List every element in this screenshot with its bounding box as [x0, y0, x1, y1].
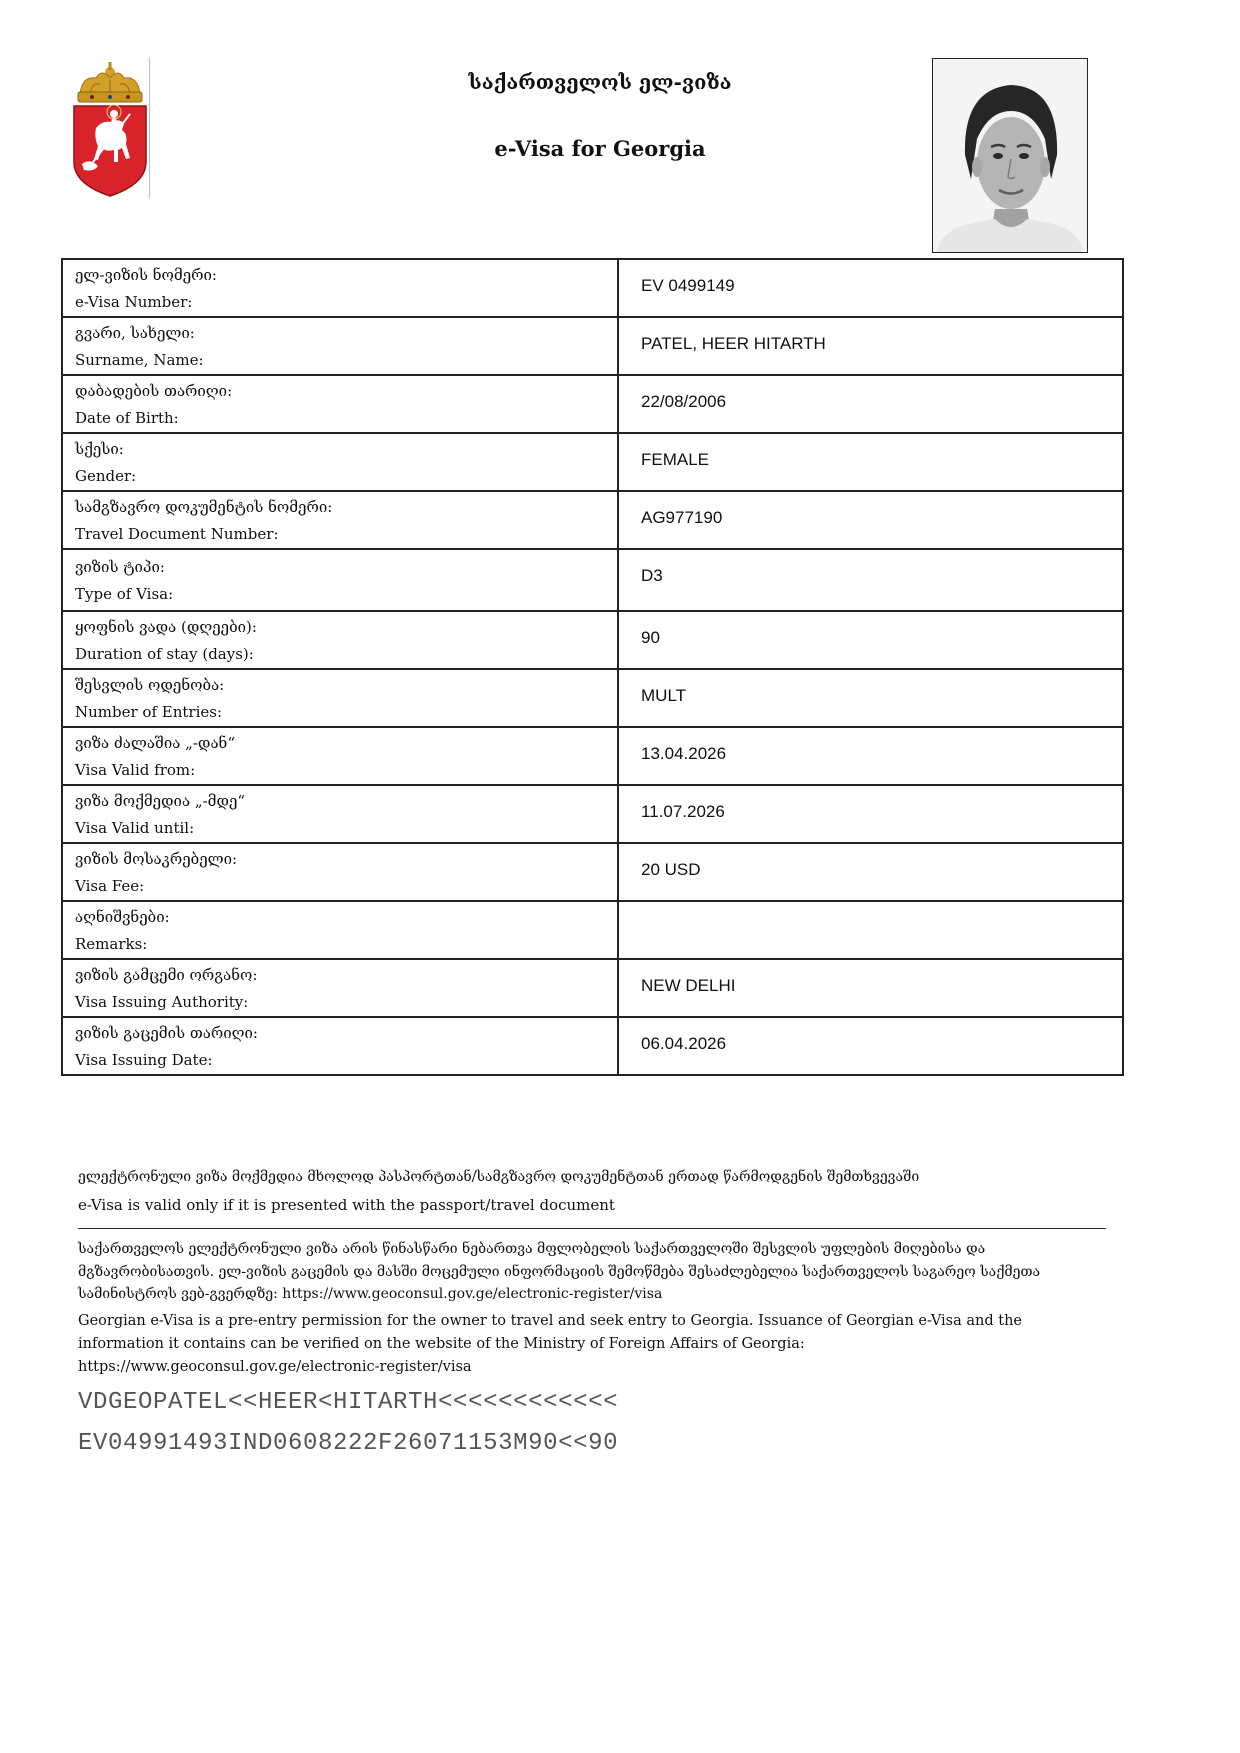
info-paragraph-english: Georgian e-Visa is a pre-entry permission for the owner to travel and seek entry to Georgia. Issuance of Georgian e-Visa and the information it contains can be verified on the website of the Ministry of Foreign Affairs of Georgia: https://www.geoconsul.gov.ge/electronic-register/visa [78, 1313, 1022, 1375]
field-label-georgian: სქესი: [75, 440, 124, 458]
visa-details-table [61, 258, 1124, 1076]
field-label-cell [62, 611, 618, 669]
info-paragraph-georgian: საქართველოს ელექტრონული ვიზა არის წინასწარი ნებართვა მფლობელის საქართველოში შესვლის უფლების მიღებისა და მგზავრობისათვის. ელ-ვიზის გაცემის და მასში მოცემული ინფორმაციის შემოწმება შესაძლებელია საქართველოს საგარეო საქმეთა სამინისტროს ვებ-გვერდზე: https://www.geoconsul.gov.ge/electronic-register/visa [78, 1241, 1041, 1302]
georgia-coat-of-arms-icon [68, 58, 152, 198]
visa-field-row [62, 669, 1123, 727]
field-label-georgian: ელ-ვიზის ნომერი: [75, 266, 217, 284]
field-value: 20 USD [618, 843, 1123, 901]
field-label-english: e-Visa Number: [75, 293, 193, 311]
field-value: AG977190 [618, 491, 1123, 549]
field-label-cell [62, 727, 618, 785]
visa-field-row [62, 959, 1123, 1017]
mrz-line-1: VDGEOPATEL<<HEER<HITARTH<<<<<<<<<<<< [78, 1389, 619, 1416]
field-label-georgian: სამგზავრო დოკუმენტის ნომერი: [75, 498, 333, 516]
field-label-english: Duration of stay (days): [75, 645, 254, 663]
visa-field-row [62, 901, 1123, 959]
validity-note-georgian: ელექტრონული ვიზა მოქმედია მხოლოდ პასპორტთან/სამგზავრო დოკუმენტთან ერთად წარმოდგენის შემთხვევაში [78, 1169, 920, 1185]
visa-field-row [62, 843, 1123, 901]
field-label-cell [62, 669, 618, 727]
field-label-cell [62, 259, 618, 317]
field-label-georgian: ვიზა ძალაშია „-დან“ [75, 734, 236, 752]
field-label-georgian: ვიზის გაცემის თარიღი: [75, 1024, 258, 1042]
field-value: NEW DELHI [618, 959, 1123, 1017]
field-label-english: Visa Fee: [75, 877, 145, 895]
field-label-cell [62, 549, 618, 611]
field-value: 90 [618, 611, 1123, 669]
field-label-georgian: ვიზის გამცემი ორგანო: [75, 966, 258, 984]
field-label-cell [62, 843, 618, 901]
field-label-english: Visa Valid until: [75, 819, 195, 837]
holder-photo [932, 58, 1088, 253]
field-label-cell [62, 959, 618, 1017]
field-label-english: Number of Entries: [75, 703, 223, 721]
mrz-line-2: EV04991493IND0608222F26071153M90<<90 [78, 1430, 619, 1457]
field-label-english: Gender: [75, 467, 137, 485]
field-label-english: Visa Issuing Authority: [75, 993, 249, 1011]
field-value: 11.07.2026 [618, 785, 1123, 843]
visa-field-row [62, 317, 1123, 375]
field-label-cell [62, 433, 618, 491]
field-label-english: Surname, Name: [75, 351, 204, 369]
field-value: MULT [618, 669, 1123, 727]
field-label-english: Visa Issuing Date: [75, 1051, 213, 1069]
visa-field-row [62, 785, 1123, 843]
visa-field-row [62, 1017, 1123, 1075]
field-label-english: Date of Birth: [75, 409, 179, 427]
visa-field-row [62, 611, 1123, 669]
visa-field-row [62, 433, 1123, 491]
title-georgian: საქართველოს ელ-ვიზა [468, 70, 732, 94]
field-label-cell [62, 785, 618, 843]
field-label-georgian: ვიზის ტიპი: [75, 558, 165, 576]
field-label-georgian: ყოფნის ვადა (დღეები): [75, 618, 257, 636]
field-label-cell [62, 491, 618, 549]
field-label-georgian: შესვლის ოდენობა: [75, 676, 225, 694]
visa-field-row [62, 259, 1123, 317]
field-value: 13.04.2026 [618, 727, 1123, 785]
field-value: PATEL, HEER HITARTH [618, 317, 1123, 375]
title-english: e-Visa for Georgia [494, 136, 706, 161]
field-label-cell [62, 901, 618, 959]
field-label-english: Type of Visa: [75, 585, 174, 603]
field-value: 06.04.2026 [618, 1017, 1123, 1075]
field-label-georgian: დაბადების თარიღი: [75, 382, 233, 400]
header-divider [149, 58, 150, 198]
field-label-english: Remarks: [75, 935, 148, 953]
field-label-cell [62, 317, 618, 375]
field-value: 22/08/2006 [618, 375, 1123, 433]
field-value: FEMALE [618, 433, 1123, 491]
field-label-georgian: გვარი, სახელი: [75, 324, 195, 342]
visa-field-row [62, 491, 1123, 549]
visa-field-row [62, 375, 1123, 433]
field-label-english: Visa Valid from: [75, 761, 196, 779]
footer-divider [78, 1228, 1106, 1229]
validity-note-english: e-Visa is valid only if it is presented with the passport/travel document [78, 1196, 615, 1214]
field-label-cell [62, 1017, 618, 1075]
field-value [618, 901, 1123, 959]
field-value: EV 0499149 [618, 259, 1123, 317]
visa-field-row [62, 727, 1123, 785]
field-label-georgian: ვიზა მოქმედია „-მდე“ [75, 792, 246, 810]
visa-field-row [62, 549, 1123, 611]
field-label-english: Travel Document Number: [75, 525, 279, 543]
field-value: D3 [618, 549, 1123, 611]
field-label-cell [62, 375, 618, 433]
field-label-georgian: აღნიშვნები: [75, 908, 170, 926]
field-label-georgian: ვიზის მოსაკრებელი: [75, 850, 238, 868]
